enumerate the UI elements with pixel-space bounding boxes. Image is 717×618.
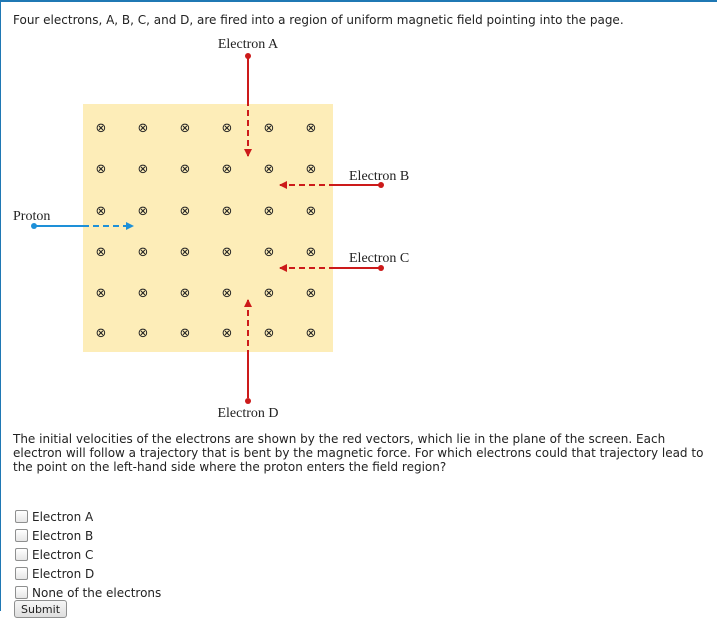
field-into-page-icon: ⊗ [263, 121, 275, 136]
field-into-page-icon: ⊗ [221, 245, 233, 260]
option-label: Electron C [32, 547, 94, 562]
field-into-page-icon: ⊗ [95, 245, 107, 260]
field-into-page-icon: ⊗ [95, 162, 107, 177]
field-into-page-icon: ⊗ [305, 245, 317, 260]
field-into-page-icon: ⊗ [221, 286, 233, 301]
electron-d-label: Electron D [217, 406, 279, 421]
field-into-page-icon: ⊗ [137, 326, 149, 341]
checkbox[interactable] [15, 586, 28, 599]
electron-a-label: Electron A [217, 37, 279, 52]
field-into-page-icon: ⊗ [95, 204, 107, 219]
proton-label: Proton [13, 209, 51, 224]
field-into-page-icon: ⊗ [263, 326, 275, 341]
field-into-page-icon: ⊗ [137, 204, 149, 219]
checkbox[interactable] [15, 510, 28, 523]
question-intro: Four electrons, A, B, C, and D, are fired into a region of uniform magnetic field pointing into the page. [13, 13, 624, 27]
field-into-page-icon: ⊗ [221, 121, 233, 136]
field-into-page-icon: ⊗ [179, 204, 191, 219]
field-into-page-icon: ⊗ [95, 286, 107, 301]
option-electron-a[interactable] [15, 507, 161, 526]
option-label: Electron B [32, 528, 94, 543]
field-into-page-icon: ⊗ [179, 121, 191, 136]
option-electron-b[interactable] [15, 526, 161, 545]
field-into-page-icon: ⊗ [305, 286, 317, 301]
question-description: The initial velocities of the electrons are shown by the red vectors, which lie in the plane of the screen. Each electron will follow a trajectory that is bent by the magnetic force. For which electrons could that trajectory lead to the point on the left-hand side where the proton enters the field region? [13, 432, 704, 474]
field-into-page-icon: ⊗ [221, 204, 233, 219]
field-into-page-icon: ⊗ [263, 204, 275, 219]
checkbox[interactable] [15, 567, 28, 580]
checkbox[interactable] [15, 529, 28, 542]
field-into-page-icon: ⊗ [95, 326, 107, 341]
field-into-page-icon: ⊗ [305, 326, 317, 341]
field-region [83, 104, 333, 352]
field-into-page-icon: ⊗ [179, 326, 191, 341]
field-into-page-icon: ⊗ [221, 162, 233, 177]
field-into-page-icon: ⊗ [95, 121, 107, 136]
magnetic-field-figure [0, 30, 717, 430]
option-label: None of the electrons [32, 585, 162, 600]
field-into-page-icon: ⊗ [179, 245, 191, 260]
option-electron-d[interactable] [15, 564, 161, 583]
field-into-page-icon: ⊗ [263, 286, 275, 301]
field-into-page-icon: ⊗ [305, 204, 317, 219]
field-into-page-icon: ⊗ [263, 245, 275, 260]
field-into-page-icon: ⊗ [179, 162, 191, 177]
field-into-page-icon: ⊗ [179, 286, 191, 301]
top-border [0, 0, 717, 2]
electron-b-label: Electron B [349, 169, 410, 184]
option-label: Electron D [32, 566, 95, 581]
checkbox[interactable] [15, 548, 28, 561]
answer-options [15, 507, 161, 602]
field-into-page-icon: ⊗ [137, 286, 149, 301]
field-into-page-icon: ⊗ [305, 121, 317, 136]
electron-c-label: Electron C [349, 251, 410, 266]
field-into-page-icon: ⊗ [305, 162, 317, 177]
field-into-page-icon: ⊗ [137, 245, 149, 260]
field-into-page-icon: ⊗ [137, 121, 149, 136]
option-label: Electron A [32, 509, 94, 524]
submit-button[interactable]: Submit [14, 600, 67, 618]
field-into-page-icon: ⊗ [137, 162, 149, 177]
option-electron-c[interactable] [15, 545, 161, 564]
field-into-page-icon: ⊗ [263, 162, 275, 177]
field-into-page-icon: ⊗ [221, 326, 233, 341]
